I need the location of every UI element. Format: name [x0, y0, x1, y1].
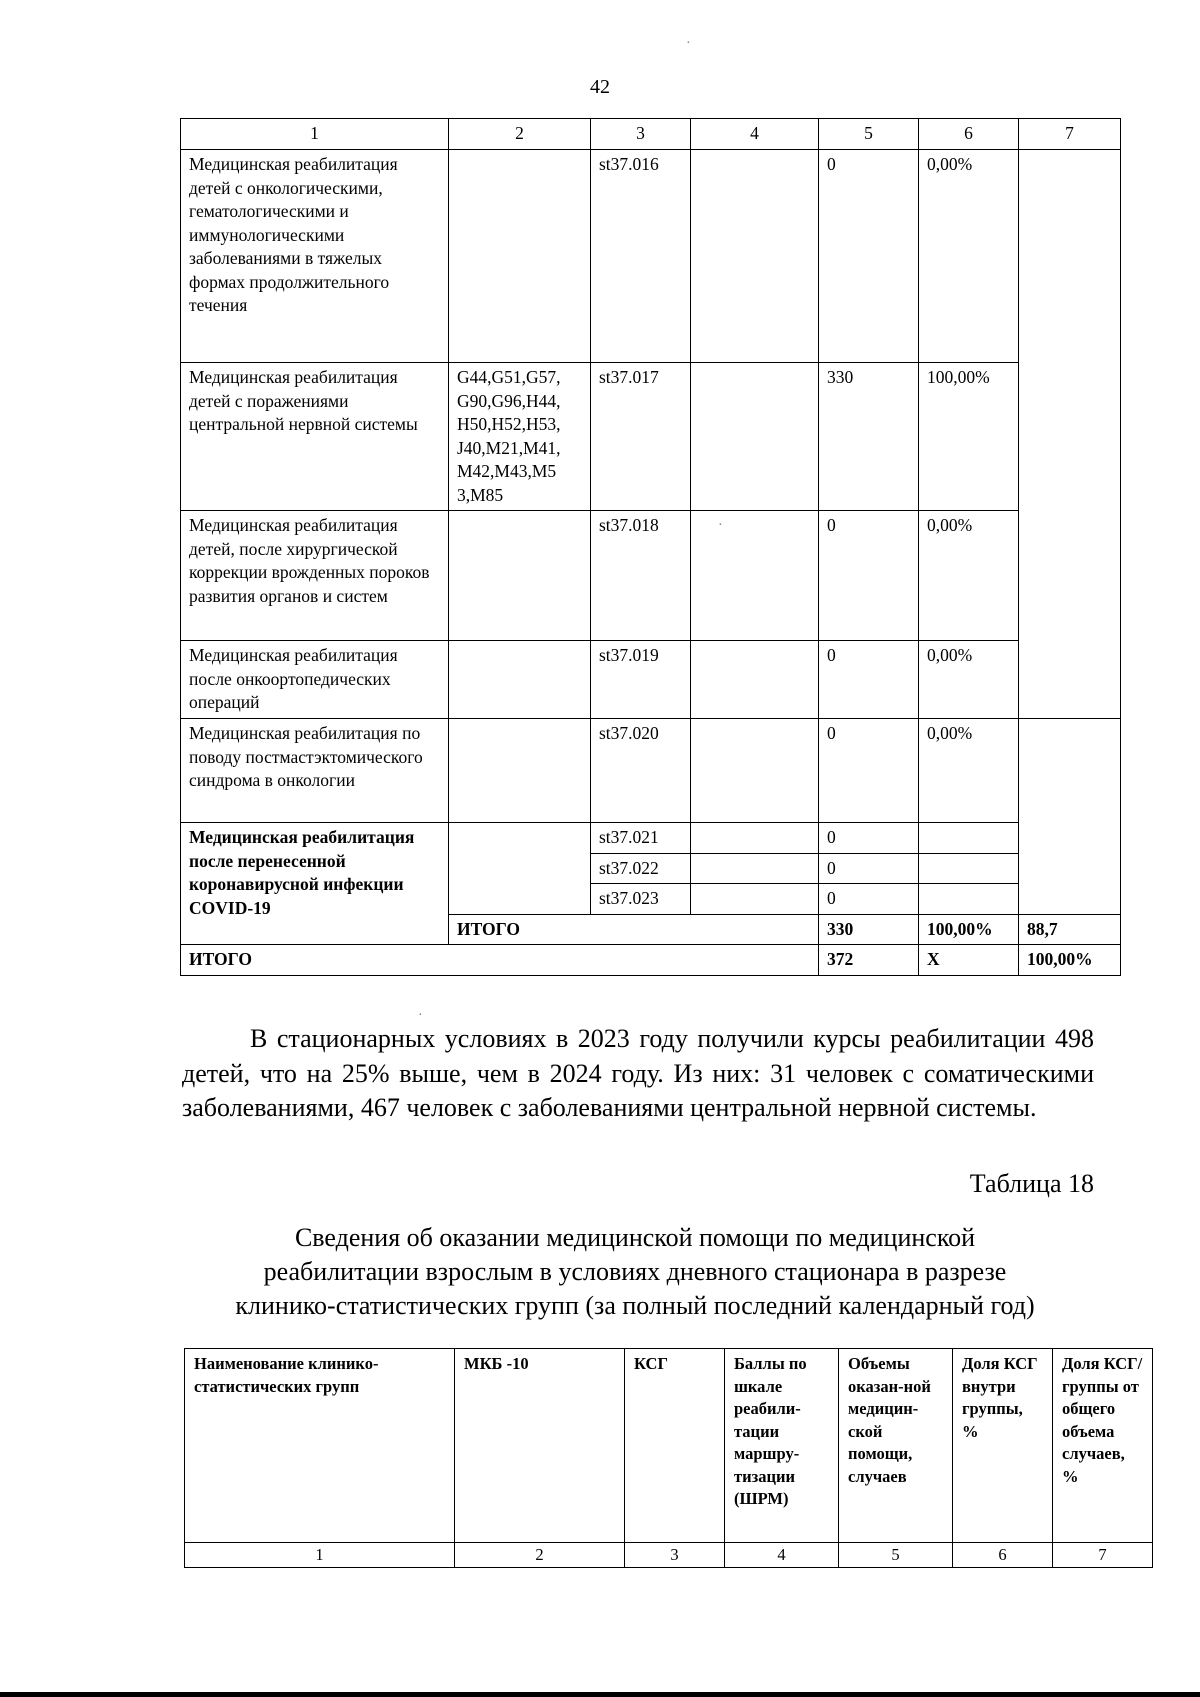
column-number: 3 [625, 1543, 725, 1568]
shrm-score [691, 853, 819, 884]
header-cell: Доля КСГ/ группы от общего объема случаев, % [1053, 1349, 1153, 1543]
shrm-score [691, 363, 819, 511]
column-number: 4 [725, 1543, 839, 1568]
ksg-code: st37.022 [591, 853, 691, 884]
cases-count: 0 [819, 511, 919, 641]
page-number: 42 [590, 76, 610, 98]
section-title-line: клинико-статистических групп (за полный последний календарный год) [235, 1291, 1035, 1320]
section-title-line: реабилитации взрослым в условиях дневного стационара в разрезе [263, 1257, 1007, 1286]
cases-count: 0 [819, 150, 919, 363]
grand-total-share-of-all: 100,00% [1019, 945, 1121, 976]
header-cell: Баллы по шкале реабили-тации маршру-тизации (ШРМ) [725, 1349, 839, 1543]
column-number: 2 [455, 1543, 625, 1568]
ksg-group-name: Медицинская реабилитация детей с поражениями центральной нервной системы [181, 363, 449, 511]
header-cell: 5 [819, 119, 919, 150]
header-cell: 3 [591, 119, 691, 150]
column-number: 5 [839, 1543, 953, 1568]
ksg-share: 0,00% [919, 150, 1019, 363]
shrm-score [691, 641, 819, 719]
shrm-score [691, 150, 819, 363]
group-total-share-of-all: 88,7 [1019, 914, 1121, 945]
header-cell: 6 [919, 119, 1019, 150]
rehab-adults-day-hospital-table [184, 1348, 1153, 1568]
cases-count: 0 [819, 853, 919, 884]
grand-total-cases: 372 [819, 945, 919, 976]
header-cell: Объемы оказан-ной медицин-ской помощи, случаев [839, 1349, 953, 1543]
scan-speck: · [418, 1008, 423, 1023]
section-title-line: Сведения об оказании медицинской помощи по медицинской [294, 1223, 976, 1252]
ksg-code: st37.017 [591, 363, 691, 511]
ksg-code: st37.016 [591, 150, 691, 363]
summary-text: В стационарных условиях в 2023 году получили курсы реабилитации 498 детей, что на 25% выше, чем в 2024 году. Из них: 31 человек с соматическими заболеваниями, 467 человек с заболеваниями центральной нервной системы. [182, 1024, 1094, 1122]
header-cell: 1 [181, 119, 449, 150]
column-number: 6 [953, 1543, 1053, 1568]
table-row [181, 363, 1121, 511]
ksg-group-name: Медицинская реабилитация детей, после хирургической коррекции врожденных пороков развития органов и систем [181, 511, 449, 641]
section-title [150, 1221, 1120, 1323]
grand-total-row [181, 945, 1121, 976]
group-share-cell [1019, 719, 1121, 915]
grand-total-label: ИТОГО [181, 945, 819, 976]
ksg-code: st37.019 [591, 641, 691, 719]
cases-count: 0 [819, 884, 919, 915]
cases-count: 330 [819, 363, 919, 511]
cases-count: 0 [819, 719, 919, 823]
ksg-share [919, 884, 1019, 915]
cases-count: 0 [819, 641, 919, 719]
column-number-row [185, 1543, 1153, 1568]
table-label: Таблица 18 [969, 1169, 1094, 1198]
group-share-cell [1019, 150, 1121, 719]
table-header-row [185, 1349, 1153, 1543]
ksg-code: st37.018 [591, 511, 691, 641]
group-total-cases: 330 [819, 914, 919, 945]
table-row [181, 511, 1121, 641]
mkb-codes: G44,G51,G57, G90,G96,H44, H50,H52,H53, J40,M21,M41, M42,M43,M5 3,M85 [449, 363, 591, 511]
ksg-code: st37.020 [591, 719, 691, 823]
header-cell: Доля КСГ внутри группы, % [953, 1349, 1053, 1543]
column-number: 1 [185, 1543, 455, 1568]
header-cell: 4 [691, 119, 819, 150]
scan-speck: · [718, 518, 723, 533]
header-cell: МКБ -10 [455, 1349, 625, 1543]
column-number: 7 [1053, 1543, 1153, 1568]
cases-count: 0 [819, 823, 919, 854]
header-cell: 7 [1019, 119, 1121, 150]
group-total-label: ИТОГО [449, 914, 819, 945]
ksg-share [919, 853, 1019, 884]
shrm-score [691, 823, 819, 854]
ksg-group-name: Медицинская реабилитация после онкоортопедических операций [181, 641, 449, 719]
table-row [181, 823, 1121, 854]
table-header-row [181, 119, 1121, 150]
table-row [181, 719, 1121, 823]
ksg-share: 100,00% [919, 363, 1019, 511]
ksg-share: 0,00% [919, 719, 1019, 823]
mkb-codes [449, 641, 591, 719]
ksg-group-name: Медицинская реабилитация по поводу постмастэктомического синдрома в онкологии [181, 719, 449, 823]
shrm-score [691, 719, 819, 823]
mkb-codes [449, 511, 591, 641]
mkb-codes [449, 719, 591, 823]
grand-total-share: X [919, 945, 1019, 976]
ksg-code: st37.023 [591, 884, 691, 915]
ksg-code: st37.021 [591, 823, 691, 854]
header-cell: 2 [449, 119, 591, 150]
rehab-children-table [180, 118, 1121, 976]
ksg-share: 0,00% [919, 641, 1019, 719]
group-total-share: 100,00% [919, 914, 1019, 945]
table-row [181, 150, 1121, 363]
mkb-codes [449, 823, 591, 915]
shrm-score [691, 511, 819, 641]
scan-page-edge [0, 1692, 1200, 1697]
shrm-score [691, 884, 819, 915]
ksg-share: 0,00% [919, 511, 1019, 641]
ksg-group-name: Медицинская реабилитация детей с онкологическими, гематологическими и иммунологическими заболеваниями в тяжелых формах продолжительного течения [181, 150, 449, 363]
scan-speck: · [686, 36, 691, 51]
ksg-share [919, 823, 1019, 854]
header-cell: КСГ [625, 1349, 725, 1543]
mkb-codes [449, 150, 591, 363]
covid-group-name: Медицинская реабилитация после перенесенной коронавирусной инфекции COVID-19 [181, 823, 449, 945]
table-row [181, 641, 1121, 719]
header-cell: Наименование клинико-статистических групп [185, 1349, 455, 1543]
summary-paragraph [182, 1022, 1094, 1126]
